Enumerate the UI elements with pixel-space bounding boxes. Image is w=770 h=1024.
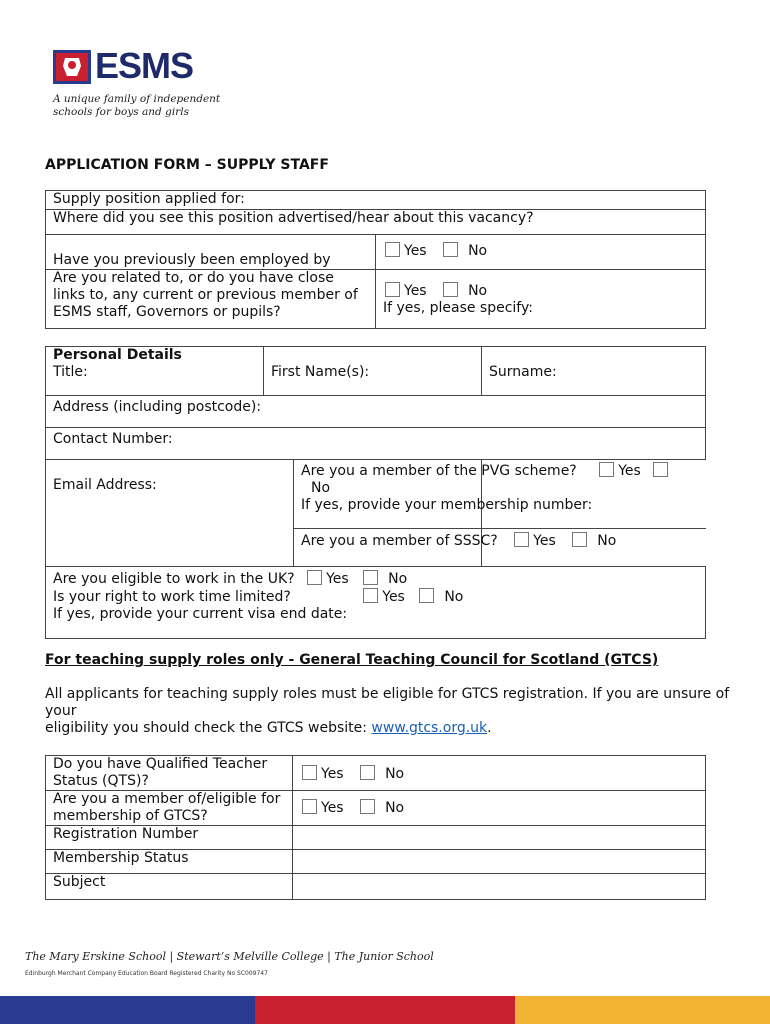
related-options: Yes No If yes, please specify: — [376, 270, 706, 329]
logo-crest-icon — [53, 50, 91, 84]
visa-end-date-field[interactable]: If yes, provide your current visa end date: — [53, 606, 348, 622]
time-limited-question: Is your right to work time limited? Yes No — [53, 589, 464, 605]
sssc-yes-checkbox[interactable] — [514, 532, 529, 547]
qts-yes-checkbox[interactable] — [302, 765, 317, 780]
personal-details-heading: Personal Details — [53, 347, 182, 363]
supply-table — [45, 190, 706, 329]
gtcs-member-options: Yes No — [293, 791, 706, 826]
registration-number-label: Registration Number — [46, 826, 293, 850]
uk-yes-checkbox[interactable] — [307, 570, 322, 585]
registration-number-field[interactable] — [293, 826, 706, 850]
first-name-field[interactable]: First Name(s): — [264, 347, 482, 396]
advertised-field[interactable]: Where did you see this position advertised/hear about this vacancy? — [46, 210, 706, 235]
sssc-no-checkbox[interactable] — [572, 532, 587, 547]
sssc-question: Are you a member of SSSC? Yes No — [301, 533, 617, 549]
pvg-membership-number[interactable]: If yes, provide your membership number: — [301, 497, 593, 513]
uk-eligible-question: Are you eligible to work in the UK? Yes No — [53, 571, 408, 587]
membership-status-field[interactable] — [293, 850, 706, 874]
contact-field[interactable]: Contact Number: — [46, 428, 706, 460]
footer-bar-red — [255, 996, 515, 1024]
gtcs-website-link[interactable]: www.gtcs.org.uk — [371, 720, 488, 736]
related-no-checkbox[interactable] — [443, 282, 458, 297]
time-limited-no-checkbox[interactable] — [419, 588, 434, 603]
prev-employed-options: Yes No — [376, 235, 706, 270]
uk-no-checkbox[interactable] — [363, 570, 378, 585]
pvg-yes-checkbox[interactable] — [599, 462, 614, 477]
qts-no-checkbox[interactable] — [360, 765, 375, 780]
right-to-work-cell — [46, 567, 706, 639]
tagline: A unique family of independent schools for boys and girls — [53, 93, 221, 118]
address-field[interactable]: Address (including postcode): — [46, 396, 706, 428]
gtcs-member-label: Are you a member of/eligible for membership of GTCS? — [46, 791, 293, 826]
email-pvg-cell — [46, 460, 641, 567]
pvg-no-checkbox[interactable] — [653, 462, 668, 477]
logo-text: ESMS — [95, 45, 194, 86]
related-specify-label: If yes, please specify: — [383, 300, 533, 316]
membership-status-label: Membership Status — [46, 850, 293, 874]
gtcs-member-no-checkbox[interactable] — [360, 799, 375, 814]
form-title: APPLICATION FORM – SUPPLY STAFF — [45, 157, 329, 173]
time-limited-yes-checkbox[interactable] — [363, 588, 378, 603]
prev-employed-no-checkbox[interactable] — [443, 242, 458, 257]
footer-bar-navy — [0, 996, 255, 1024]
related-yes-checkbox[interactable] — [385, 282, 400, 297]
prev-employed-label: Have you previously been employed by — [46, 235, 376, 270]
subject-field[interactable] — [293, 874, 706, 900]
footer-charity: Edinburgh Merchant Company Education Board Registered Charity No SC009747 — [25, 970, 268, 977]
email-field[interactable]: Email Address: — [53, 477, 157, 493]
pvg-question: Are you a member of the PVG scheme? Yes No If yes, provide your membership number: — [301, 462, 706, 514]
qts-options: Yes No — [293, 756, 706, 791]
personal-details-table — [45, 346, 706, 639]
subject-label: Subject — [46, 874, 293, 900]
gtcs-table — [45, 755, 706, 900]
gtcs-heading: For teaching supply roles only - General Teaching Council for Scotland (GTCS) — [45, 652, 659, 668]
qts-label: Do you have Qualified Teacher Status (QTS)? — [46, 756, 293, 791]
gtcs-member-yes-checkbox[interactable] — [302, 799, 317, 814]
footer-bar-yellow — [515, 996, 770, 1024]
related-label: Are you related to, or do you have close links to, any current or previous member of ESMS staff, Governors or pupils? — [46, 270, 376, 329]
supply-position-field[interactable]: Supply position applied for: — [46, 191, 706, 210]
gtcs-paragraph: All applicants for teaching supply roles must be eligible for GTCS registration. If you are unsure of your eligibility you should check the GTCS website: www.gtcs.org.uk. — [45, 686, 730, 736]
surname-field[interactable]: Surname: — [482, 347, 706, 396]
title-field[interactable]: Personal Details Title: — [46, 347, 264, 396]
prev-employed-yes-checkbox[interactable] — [385, 242, 400, 257]
footer-schools: The Mary Erskine School | Stewart’s Melville College | The Junior School — [25, 950, 434, 963]
